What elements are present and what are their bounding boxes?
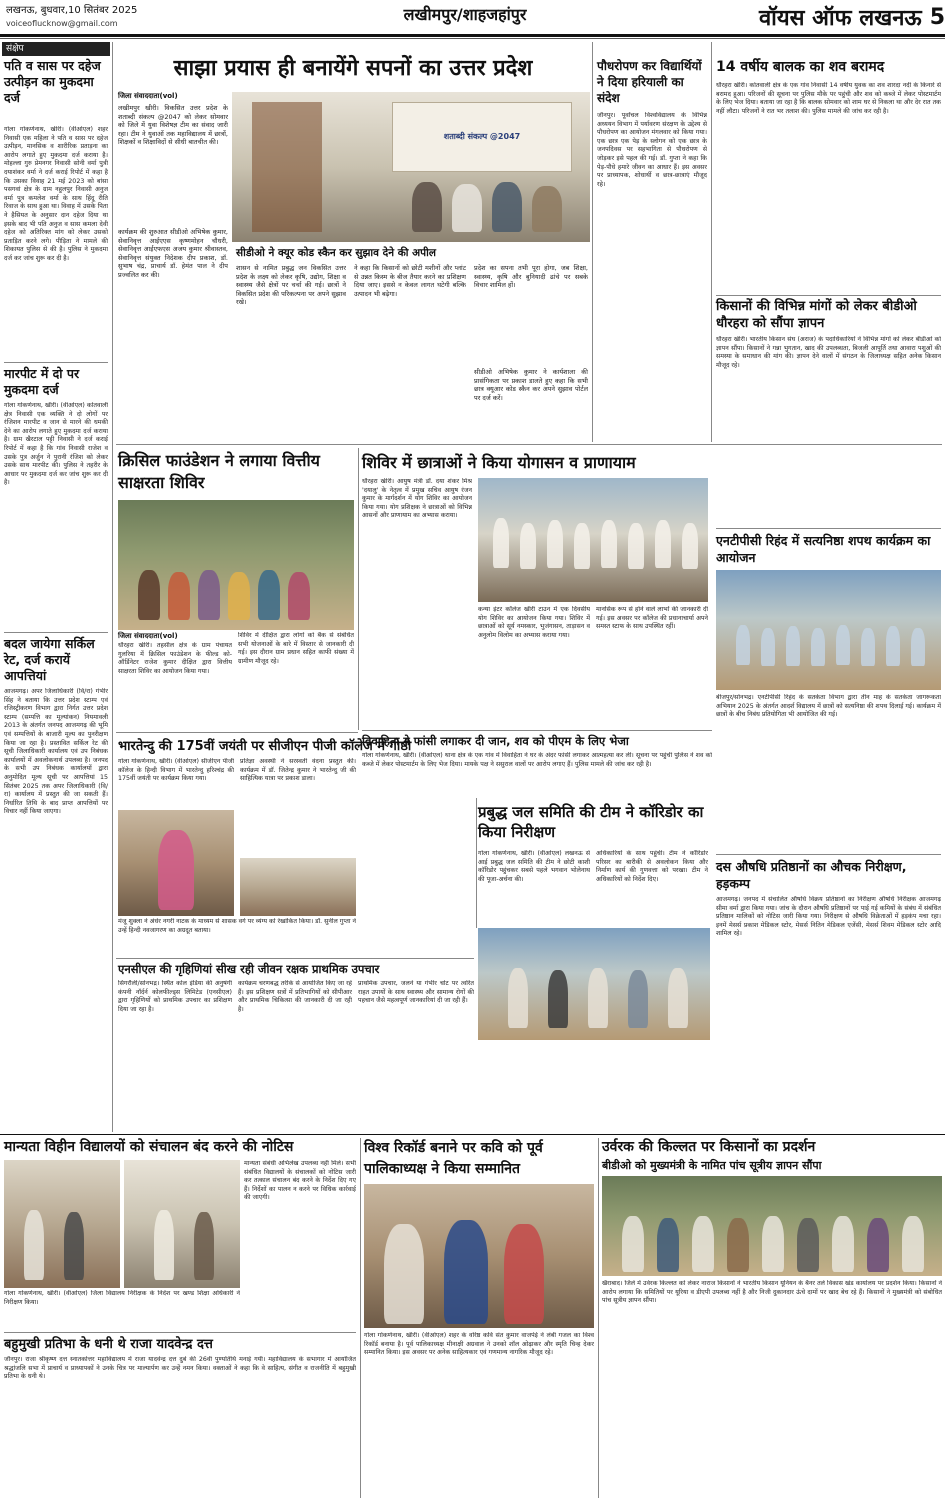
bharatendu-body-col2: प्रतिज्ञा अवस्थी ने सरस्वती वंदना प्रस्तुत की। कार्यक्रम में डॉ. जितेन्द्र कुमार ने भारतेन्दु जी की साहित्यिक यात्रा पर प्रकाश डाला। (240, 758, 356, 783)
suicide-body: गोला गोकर्णनाथ, खीरी। (वीओएल) थाना क्षेत्र के एक गांव में विवाहिता ने घर के अंदर फांसी लगाकर आत्महत्या कर ली। सूचना पर पहुंची पुलिस ने शव को कब्जे में लेकर पोस्टमार्टम के लिए भेज दिया। मायके पक्ष ने ससुराल वालों पर आरोप लगाए हैं। पुलिस मामले की जांच कर रही है। (362, 752, 712, 768)
bharatendu-body-col1: गोला गोकर्णनाथ, खीरी। (वीओएल) सीजीएन पीजी कॉलेज के हिन्दी विभाग में भारतेन्दु हरिश्चंद्र की 175वीं जयंती पर कार्यक्रम किया गया। (118, 758, 234, 783)
tree-headline: पौधरोपण कर विद्यार्थियों ने दिया हरियाली का संदेश (597, 59, 702, 105)
divider (0, 1134, 945, 1135)
section-tag: संक्षेप (2, 42, 110, 56)
crisil-body-col2: शिविर में दीक्षित द्वारा लोगों को बैंक से संबंधित सभी योजनाओं के बारे में विस्तार से जानकारी दी गई। इस दौरान ग्राम प्रधान सहित काफी संख्या में ग्रामीण मौजूद रहे। (238, 632, 354, 665)
lead-body-col4: ने कहा कि किसानों को छोटी मशीनों और प्लांट से उन्नत किस्म के बीज तैयार करने का प्रशिक्षण दिया जाए। इससे न केवल लागत घटेगी बल्कि उत्पादन भी बढ़ेगा। (354, 264, 466, 298)
yoga-photo (478, 478, 708, 602)
record-headline: विश्व रिकॉर्ड बनाने पर कवि को पूर्व पालिकाध्यक्ष ने किया सम्मानित (364, 1140, 543, 1177)
talent-body: जौनपुर। राजा श्रीकृष्ण दत्त स्नातकोत्तर महाविद्यालय में राजा यादवेन्द्र दत्त दुबे की 26वीं पुण्यतिथि मनाई गयी। महाविद्यालय के सभागार में आयोजित श्रद्धांजलि सभा में प्राचार्य व प्राध्यापकों ने उनके चित्र पर माल्यार्पण कर उन्हें नमन किया। वक्ताओं ने कहा कि वे साहित्य, संगीत व राजनीति में बहुमुखी प्रतिभा के धनी थे। (4, 1356, 356, 1381)
sidebar-story3-headline: बदल जायेगा सर्किल रेट, दर्ज करायें आपत्तियां (4, 636, 95, 683)
column-divider (598, 1138, 599, 1498)
ntpc-headline: एनटीपीसी रिहंद में सत्यनिष्ठा शपथ कार्यक्रम का आयोजन (716, 533, 931, 565)
schools-caption: गोला गोकर्णनाथ, खीरी। (वीओएल) जिला विद्यालय निरीक्षक के निर्देश पर खण्ड शिक्षा अधिकारी ने निरीक्षण किया। (4, 1290, 240, 1306)
lead-byline: जिला संवाददाता(vol) (118, 92, 178, 100)
masthead-dateline-block (6, 4, 206, 30)
fertilizer-headline: उर्वरक की किल्लत पर किसानों का प्रदर्शन (602, 1139, 816, 1155)
masthead-rule-thin (0, 38, 945, 39)
masthead-email[interactable]: voiceoflucknow@gmail.com (6, 19, 118, 28)
sidebar-story3-body: आजमगढ़। अपर जिलाधिकारी (वि/रा) गंभीर सिंह ने बताया कि उत्तर प्रदेश स्टाम्प एवं रजिस्ट्रीकरण विभाग द्वारा निर्गत उत्तर प्रदेश स्टाम्प (सम्पत्ति का मूल्यांकन) नियमावली 2013 के अंतर्गत जनपद आजमगढ़ की भूमि एवं सम्पत्तियों के बाजारी मूल्य का पुनरीक्षण किया जा रहा है। प्रस्तावित सर्किल रेट की सूची जिलाधिकारी कार्यालय एवं उप निबंधक कार्यालयों में अवलोकनार्थ उपलब्ध है। जनपद के सभी उप निबंधक कार्यालयों द्वारा अनुमोदित मूल्य सूची पर आपत्तियां 15 सितंबर 2025 तक अपर जिलाधिकारी (वि/रा) कार्यालय में प्रस्तुत की जा सकती हैं। निर्धारित तिथि के बाद प्राप्त आपत्तियों पर विचार नहीं किया जाएगा। (4, 688, 108, 816)
masthead-brand-block (715, 0, 945, 34)
crisil-headline: क्रिसिल फाउंडेशन ने लगाया वित्तीय साक्षरता शिविर (118, 451, 320, 492)
divider (362, 730, 712, 731)
column-divider (360, 1138, 361, 1498)
schools-photo-2 (124, 1160, 240, 1288)
column-divider (358, 448, 359, 730)
water-body-col2: अधिकारियों के साथ पहुंची। टीम ने कॉरिडोर परिसर का बारीकी से अवलोकन किया और निर्माण कार्य की गुणवत्ता को परखा। टीम ने अधिकारियों को निर्देश दिए। (596, 850, 708, 883)
water-committee-headline: प्रबुद्ध जल समिति की टीम ने कॉरिडोर का किया निरीक्षण (478, 803, 704, 841)
ncl-body-col1: सिंगरौली/सोनभद्र। स्थित कोल इंडिया की अनुषंगी कंपनी नॉर्दर्न कोलफील्ड्स लिमिटेड (एनसीएल) द्वारा गृहिणियों को प्राथमिक उपचार का प्रशिक्षण दिया जा रहा है। (118, 980, 232, 1013)
fertilizer-photo (602, 1176, 942, 1276)
farmers-memo-body: धौरहरा खीरी। भारतीय किसान संघ (अराज) के पदाधिकारियों ने विभिन्न मांगों को लेकर बीडीओ को ज्ञापन सौंपा। किसानों ने गन्ना भुगतान, खाद की उपलब्धता, बिजली आपूर्ति तथा आवारा पशुओं की समस्या के समाधान की मांग की। ज्ञापन देने वालों में संगठन के जिलाध्यक्ष सहित अनेक किसान मौजूद रहे। (716, 336, 941, 369)
sidebar-story1-body: गोला गोकर्णनाथ, खीरी। (वीओएल) शहर निवासी एक महिला ने पति व सास पर दहेज उत्पीड़न, मानसिक व शारीरिक प्रताड़ना का आरोप लगाते हुए मुकदमा दर्ज कराया है। मोहल्ला गुरु प्रेमनगर निवासी सोनी वर्मा पुत्री दयाशंकर वर्मा ने दर्ज कराई रिपोर्ट में कहा है कि उसका विवाह 21 मई 2023 को बांसा पसगवां क्षेत्र के ग्राम नहुलपुर निवासी अनुज वर्मा पुत्र कमलेश वर्मा के साथ हिंदू रीति रिवाज के साथ हुआ था। विवाह में उसके पिता ने हैसियत के अनुसार दान दहेज दिया था इसके बाद भी पति अनुज व सास कमला देवी दहेज को अतिरिक्त मांग को लेकर उसको प्रताड़ित करने लगे। पीड़िता ने मामले की शिकायत पुलिस से की है। पुलिस ने मुकदमा दर्ज कर जांच शुरू कर दी है। (4, 126, 108, 262)
bodyfound-headline: 14 वर्षीय बालक का शव बरामद (716, 59, 885, 75)
ntpc-body: बीजपुर/सोनभद्र। एनटीपीसी रिहंद के सतर्कता विभाग द्वारा तीन माह के सतर्कता जागरूकता अभियान 2025 के अंतर्गत आदर्श विद्यालय में छात्रों को सत्यनिष्ठा की शपथ दिलाई गई। कार्यक्रम में छात्रों के बीच निबंध प्रतियोगिता भी आयोजित की गई। (716, 694, 941, 719)
lead-body-col2: कार्यक्रम की शुरुआत सीडीओ अभिषेक कुमार, सेवानिवृत्त आईएएस कृष्णमोहन चौधरी, सेवानिवृत्त आईएफएस अजय कुमार श्रीवास्तव, सेवानिवृत्त संयुक्त निदेशक दीप प्रकाश, डॉ. सुभाष चंद्र, प्राचार्य डॉ. हेमंत पाल ने दीप प्रज्वलित कर की। (118, 228, 228, 279)
masthead-dateline: लखनऊ, बुधवार,10 सितंबर 2025 (6, 5, 138, 16)
farmers-memo-headline: किसानों की विभिन्न मांगों को लेकर बीडीओ धौरहरा को सौंपा ज्ञापन (716, 299, 917, 331)
schools-body: मान्यता संबंधी अभिलेख उपलब्ध नहीं मिले। सभी संबंधित विद्यालयों के संचालकों को नोटिस जारी कर तत्काल संचालन बंद करने के निर्देश दिए गए हैं। निर्देशों का पालन न करने पर विधिक कार्रवाई की जाएगी। (244, 1160, 356, 1202)
divider (716, 295, 941, 296)
lead-sub-body: सीडीओ अभिषेक कुमार ने कार्यशाला की प्रासंगिकता पर प्रकाश डालते हुए कहा कि सभी छात्र क्यूआर कोड स्कैन कर अपने सुझाव पोर्टल पर दर्ज करें। (474, 368, 588, 402)
record-photo (364, 1184, 594, 1328)
bharatendu-headline: भारतेन्दु की 175वीं जयंती पर सीजीएन पीजी कॉलेज में गोष्ठी (118, 739, 412, 754)
water-photo (478, 928, 710, 1040)
column-divider (592, 42, 593, 442)
divider (116, 732, 358, 733)
sidebar-story2-headline: मारपीट में दो पर मुकदमा दर्ज (4, 366, 80, 397)
divider (4, 632, 108, 633)
brand-logo: वॉयस ऑफ लखनऊ (758, 5, 922, 31)
divider (116, 958, 474, 959)
fertilizer-body: खैराबाद। जिले में उर्वरक किल्लत को लेकर नाराज किसानों ने भारतीय किसान यूनियन के बैनर तले विकास खंड कार्यालय पर प्रदर्शन किया। किसानों ने आरोप लगाया कि समितियों पर यूरिया व डीएपी उपलब्ध नहीं है और निजी दुकानदार ऊंचे दामों पर खाद बेच रहे हैं। किसानों ने मुख्यमंत्री को संबोधित पांच सूत्रीय ज्ञापन सौंपा। (602, 1280, 942, 1305)
lead-body-col5: प्रदेश का सपना तभी पूरा होगा, जब शिक्षा, स्वास्थ्य, कृषि और बुनियादी ढांचे पर सबके विचार शामिल हों। (474, 264, 588, 290)
page-number: 5 (929, 4, 945, 30)
divider (716, 528, 941, 529)
ntpc-photo (716, 570, 941, 690)
crisil-body-col1: धौरहरा खीरी। तहसील क्षेत्र के ग्राम पंचायत गुलरिया में क्रिसिल फाउंडेशन के फील्ड को-ऑर्डिनेटर राजेश कुमार दीक्षित द्वारा वित्तीय साक्षरता शिविर का आयोजन किया गया। (118, 642, 232, 675)
ncl-headline: एनसीएल की गृहिणियां सीख रही जीवन रक्षक प्राथमिक उपचार (118, 962, 380, 976)
lead-body-col1: लखीमपुर खीरी। विकसित उत्तर प्रदेश के शताब्दी संकल्प @2047 को लेकर सोमवार को जिले में युवा विशेषज्ञ टीम का संवाद जारी रहा। टीम ने युवाओं तक महाविद्यालय में छात्रों, शिक्षकों व शिक्षाविदों से सीधी बातचीत की। (118, 104, 228, 147)
pharmacy-headline: दस औषधि प्रतिष्ठानों का औचक निरीक्षण, हड़कम्प (716, 859, 907, 891)
crisil-photo (118, 500, 354, 630)
lead-photo (232, 92, 590, 242)
lead-headline: साझा प्रयास ही बनायेंगे सपनों का उत्तर प्रदेश (173, 56, 533, 81)
ncl-body-col2: कार्यक्रम चरणबद्ध तरीके से आयोजित किए जा रहे हैं। इस प्रशिक्षण सत्रों में प्रतिभागियों को सीपीआर और प्राथमिक चिकित्सा की जानकारी दी जा रही है। (238, 980, 352, 1013)
water-body-col1: गोला गोकर्णनाथ, खीरी। (वीओएल) लखनऊ से आई प्रबुद्ध जल समिति की टीम ने छोटी काशी कॉरिडोर पहुंचकर सबसे पहले भगवान भोलेनाथ की पूजा-अर्चना की। (478, 850, 590, 883)
schools-photo-1 (4, 1160, 120, 1288)
podium-shape (252, 102, 322, 232)
bharatendu-body-col3: मंजू शुक्ला ने अंधेर नगरी नाटक के माध्यम से शासक वर्ग पर व्यंग्य को रेखांकित किया। डॉ. सुनील गुप्ता ने उन्हें हिन्दी नवजागरण का अग्रदूत बताया। (118, 918, 356, 934)
record-body: गोला गोकर्णनाथ, खीरी। (वीओएल) शहर के वरिष्ठ कवि संत कुमार वाजपेई ने लंबी गजल का विश्व रिकॉर्ड बनाया है। पूर्व पालिकाध्यक्ष मीनाक्षी अग्रवाल ने उनको शॉल ओढ़ाकर और स्मृति चिन्ह देकर सम्मानित किया। इस अवसर पर अनेक साहित्यकार एवं गणमान्य नागरिक मौजूद रहे। (364, 1332, 594, 1357)
banner-shape: शताब्दी संकल्प @2047 (392, 102, 572, 172)
divider (4, 362, 108, 363)
schools-headline: मान्यता विहीन विद्यालयों को संचालन बंद करने की नोटिस (4, 1139, 294, 1155)
tree-body: जौनपुर। पूर्वांचल विश्वविद्यालय के विभिन्न अध्ययन विभाग में पर्यावरण संरक्षण के उद्देश्य से पौधरोपण का आयोजन मंगलवार को किया गया। एक छात्र एक पेड़ के स्लोगन को एक छात्र के जनपदिवस पर सहभागिता से पौधरोपण से जोड़कर इसे पहल की गई। डॉ. गुप्ता ने कहा कि पेड़-पौधे हमारे जीवन का आधार हैं। इस अवसर पर प्राध्यापक, शोधार्थी व छात्र-छात्राएं मौजूद रहे। (597, 112, 707, 188)
ncl-body-col3: प्राथमिक उपचार, जलने या गंभीर चोट पर त्वरित राहत उपायों के साथ स्वास्थ्य और सामान्य रोगों की पहचान जैसे महत्वपूर्ण जानकारियां दी जा रही हैं। (358, 980, 474, 1005)
column-divider (476, 798, 477, 928)
edition-label: लखीमपुर/शाहजहांपुर (403, 5, 527, 24)
bharatendu-photo-2 (240, 858, 356, 916)
yoga-body-col3: मानसिक रूप से होने वाले लाभों की जानकारी दी गई। इस अवसर पर कॉलेज की प्रधानाचार्या अपने समस्त स्टाफ के साथ उपस्थित रहीं। (596, 606, 708, 631)
yoga-body-col2: कन्या इंटर कॉलेज खीरी टाउन में एक दिवसीय योग शिविर का आयोजन किया गया। शिविर में छात्राओं को सूर्य नमस्कार, भुजंगासन, ताड़ासन व अनुलोम विलोम का अभ्यास कराया गया। (478, 606, 590, 639)
pharmacy-body: आजमगढ़। जनपद में संचालित औषधि विक्रय प्रतिष्ठानों का निरीक्षण औषधि निरीक्षक आजमगढ़ सीमा वर्मा द्वारा किया गया। जांच के दौरान औषधि प्रतिष्ठानों पर पाई गई कमियों के संबंध में संबंधित प्रतिष्ठान मालिकों को नोटिस जारी किया गया। निरीक्षण से औषधि विक्रेताओं में हड़कंप मचा रहा। इनमें मेसर्स प्रकाश मेडिकल स्टोर, मेसर्स नितिन मेडिकल एजेंसी, मेसर्स शिवम मेडिकल स्टोर आदि शामिल रहे। (716, 896, 941, 938)
lead-subheadline: सीडीओ ने क्यूर कोड स्कैन कर सुझाव देने की अपील (236, 247, 436, 259)
masthead-rule (0, 34, 945, 37)
talent-headline: बहुमुखी प्रतिभा के धनी थे राजा यादवेन्द्र दत्त (4, 1337, 213, 1352)
bodyfound-body: धौरहरा खीरी। कोतवाली क्षेत्र के एक गांव निवासी 14 वर्षीय युवक का शव शारदा नदी के किनारे से बरामद हुआ। परिजनों की सूचना पर पुलिस मौके पर पहुंची और शव को कब्जे में लेकर पोस्टमार्टम के लिए भेज दिया। बताया जा रहा है कि बालक सोमवार को शाम घर से निकला था और देर रात तक नहीं लौटा। परिजनों ने रात भर तलाश की। पुलिस मामले की जांच कर रही है। (716, 82, 941, 115)
fertilizer-subheadline: बीडीओ को मुख्यमंत्री के नामित पांच सूत्रीय ज्ञापन सौंपा (602, 1159, 822, 1172)
column-divider (112, 42, 113, 1132)
divider (716, 854, 941, 855)
bharatendu-photo-1 (118, 810, 234, 916)
suicide-headline: विवाहिता ने फांसी लगाकर दी जान, शव को पीएम के लिए भेजा (362, 734, 629, 748)
divider (116, 444, 942, 445)
sidebar-story1-headline: पति व सास पर दहेज उत्पीड़न का मुकदमा दर्ज (4, 58, 101, 105)
yoga-body-col1: धौरहरा खीरी। आयुष मंत्री डॉ. दया शंकर मिश्र 'दयालु' के नेतृत्व में प्रमुख सचिव आयुष रंजन कुमार के मार्गदर्शन में योग शिविर का आयोजन किया गया। योग प्रशिक्षक ने छात्राओं को विभिन्न आसनों और प्राणायाम का अभ्यास कराया। (362, 478, 472, 520)
column-divider (711, 42, 712, 442)
divider (4, 1332, 356, 1333)
lead-body-col3: शासन से नामित प्रबुद्ध जन विकसित उत्तर प्रदेश के लक्ष्य को लेकर कृषि, उद्योग, शिक्षा व स्वास्थ्य जैसे क्षेत्रों पर चर्चा की गई। छात्रों ने विकसित प्रदेश की परिकल्पना पर अपने सुझाव रखे। (236, 264, 346, 307)
sidebar-story2-body: गोला गोकर्णनाथ, खीरी। (वीओएल) कोतवाली क्षेत्र निवासी एक व्यक्ति ने दो लोगों पर रंजिशन मारपीट व जान से मारने की धमकी देने का आरोप लगाते हुए मुकदमा दर्ज कराया है। ग्राम खैरटाल पट्टी निवासी ने दर्ज कराई रिपोर्ट में कहा है कि गांव निवासी राजेश व उसके पुत्र अर्जुन ने पुरानी रंजिश को लेकर उसके साथ मारपीट की। पुलिस ने तहरीर के आधार पर मुकदमा दर्ज कर जांच शुरू कर दी है। (4, 402, 108, 487)
crisil-byline: जिला संवाददाता(vol) (118, 632, 178, 640)
yoga-headline: शिविर में छात्राओं ने किया योगासन व प्राणायाम (362, 453, 636, 472)
